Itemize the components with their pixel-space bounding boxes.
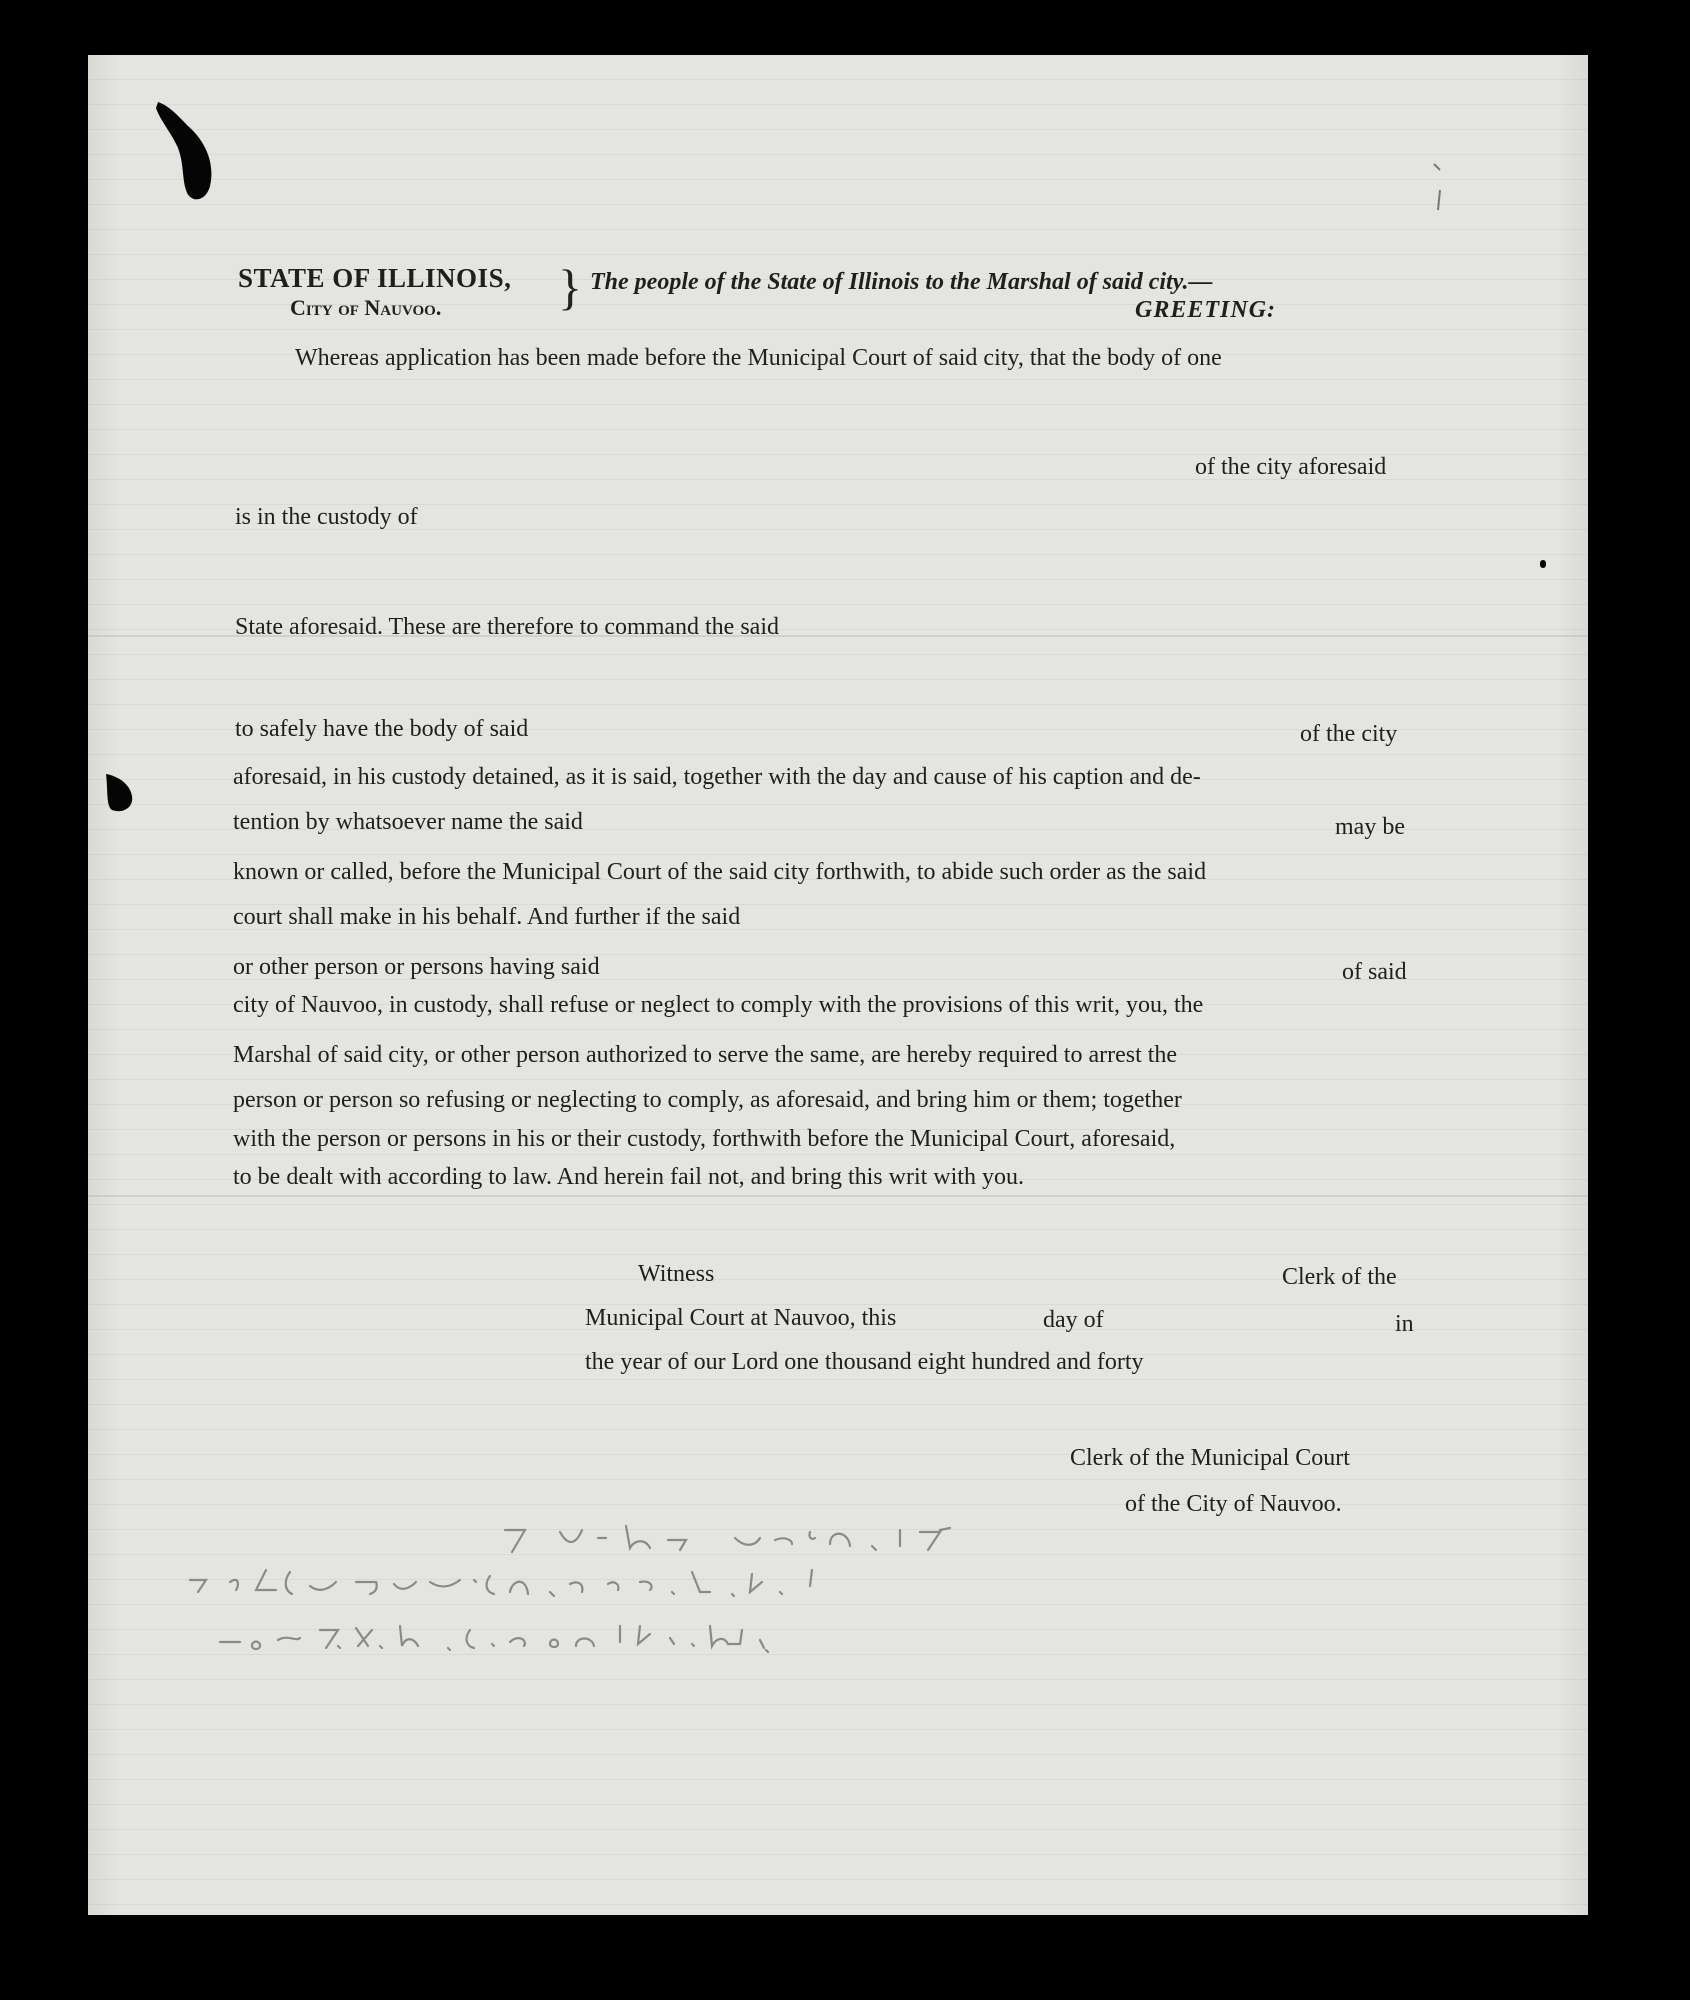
other-person-line: or other person or persons having said (233, 954, 600, 980)
of-the-city-text: of the city (1300, 721, 1398, 747)
paper-fold-line (88, 1195, 1588, 1197)
state-aforesaid-line: State aforesaid. These are therefore to command the said (235, 614, 779, 640)
paper-mark (1430, 160, 1450, 220)
witness-label: Witness (638, 1261, 715, 1287)
clerk-signature-line2: of the City of Nauvoo. (1125, 1491, 1342, 1517)
detained-line: aforesaid, in his custody detained, as it is said, together with the day and cause of his caption and de- (233, 764, 1201, 790)
marshal-line: Marshal of said city, or other person authorized to serve the same, are hereby required to arrest the (233, 1042, 1178, 1068)
refusing-line: person or person so refusing or neglecting to comply, as aforesaid, and bring him or them; together (233, 1087, 1182, 1113)
ink-blot-edge (102, 770, 136, 816)
pencil-shorthand-notes (180, 1510, 1220, 1710)
court-at-nauvoo-text: Municipal Court at Nauvoo, this (585, 1305, 897, 1331)
dealt-with-line: to be dealt with according to law. And herein fail not, and bring this writ with you. (233, 1164, 1024, 1190)
whereas-line: Whereas application has been made before the Municipal Court of said city, that the body of one (295, 345, 1222, 371)
known-or-called-line: known or called, before the Municipal Court of the said city forthwith, to abide such order as the said (233, 859, 1207, 885)
clerk-signature-line1: Clerk of the Municipal Court (1070, 1445, 1350, 1471)
day-of-text: day of (1043, 1307, 1104, 1333)
year-line: the year of our Lord one thousand eight hundred and forty (585, 1349, 1144, 1375)
ink-dot (1540, 560, 1546, 568)
header-brace: } (558, 259, 582, 315)
custody-forthwith-line: with the person or persons in his or their custody, forthwith before the Municipal Court, aforesaid, (233, 1126, 1176, 1152)
greeting-heading: GREETING: (1135, 297, 1277, 323)
of-said-text: of said (1342, 959, 1407, 985)
may-be-text: may be (1335, 814, 1405, 840)
clerk-of-the-text: Clerk of the (1282, 1264, 1397, 1290)
custody-line: is in the custody of (235, 504, 418, 530)
city-heading: City of Nauvoo. (290, 295, 442, 320)
custody-refuse-line: city of Nauvoo, in custody, shall refuse or neglect to comply with the provisions of this writ, you, the (233, 992, 1204, 1018)
state-heading: STATE OF ILLINOIS, (238, 263, 512, 293)
in-text: in (1395, 1311, 1414, 1337)
ink-blot-top (150, 98, 220, 208)
city-aforesaid-line: of the city aforesaid (1195, 454, 1387, 480)
behalf-line: court shall make in his behalf. And further if the said (233, 904, 741, 930)
safely-have-line: to safely have the body of said (235, 716, 529, 742)
whatsoever-line: tention by whatsoever name the said (233, 809, 583, 835)
people-heading: The people of the State of Illinois to the Marshal of said city.— (590, 269, 1213, 295)
